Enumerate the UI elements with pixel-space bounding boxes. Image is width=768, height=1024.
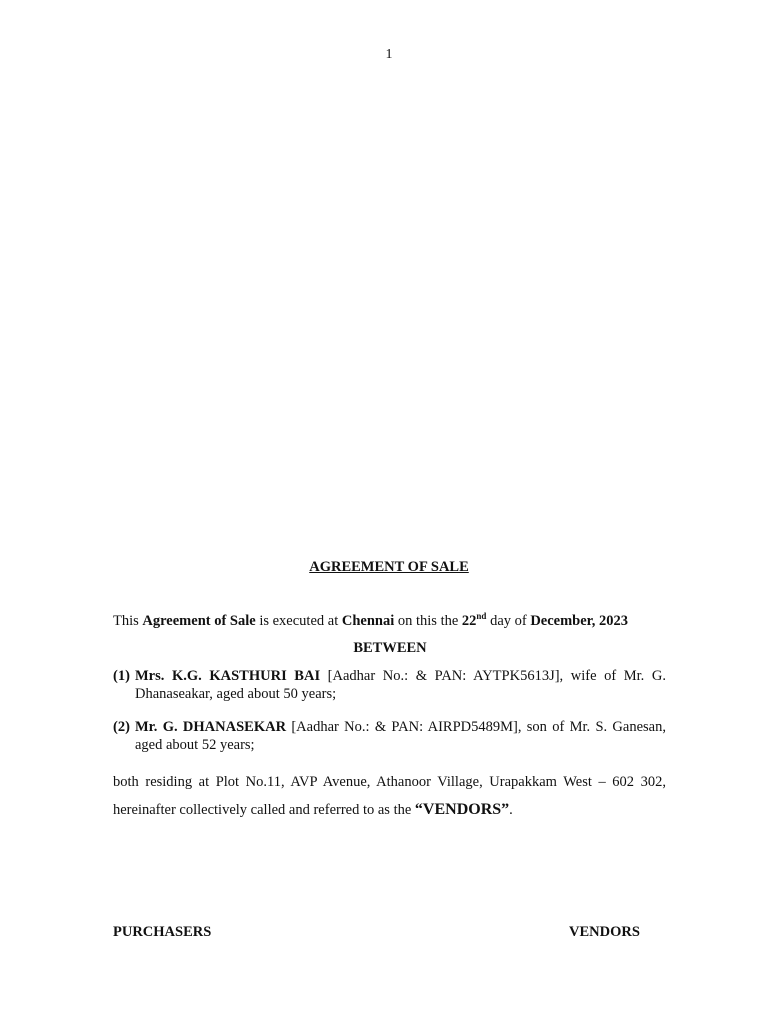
intro-text-4: day of	[486, 613, 531, 629]
party-description	[113, 667, 666, 703]
party-number: (1)	[113, 668, 130, 684]
vendors-defined-term: “VENDORS”	[414, 801, 510, 818]
between-heading: BETWEEN	[353, 640, 427, 656]
page-number: 1	[385, 47, 393, 62]
party-number: (2)	[113, 719, 130, 735]
vendors-signature-label: VENDORS	[569, 924, 640, 940]
document-title: AGREEMENT OF SALE	[309, 559, 469, 575]
intro-text-1: This	[113, 613, 143, 629]
residence-end: .	[509, 802, 513, 818]
intro-sentence	[113, 613, 673, 630]
day-number	[462, 613, 487, 629]
execution-place: Chennai	[341, 613, 395, 629]
agreement-term: Agreement of Sale	[142, 613, 256, 629]
party-name: Mr. G. DHANASEKAR	[135, 719, 287, 735]
residence-text: both residing at Plot No.11, AVP Avenue, Athanoor Village, Urapakkam West – 602 302, hereinafter collectively called and referred to as the	[113, 774, 666, 818]
party-details: [Aadhar No.: & PAN: AYTPK5613J], wife of Mr. G. Dhanaseakar, aged about 50 years;	[135, 668, 666, 702]
party-description	[113, 718, 666, 754]
party-item	[113, 667, 666, 703]
party-item	[113, 718, 666, 754]
purchasers-signature-label: PURCHASERS	[113, 924, 212, 940]
intro-text-2: is executed at	[255, 613, 342, 629]
day-digits: 22	[461, 613, 477, 629]
intro-text-3: on this the	[394, 613, 462, 629]
month-year: December, 2023	[530, 613, 629, 629]
residence-clause	[113, 768, 666, 824]
day-suffix: nd	[476, 611, 487, 622]
party-name: Mrs. K.G. KASTHURI BAI	[135, 668, 321, 684]
party-details: [Aadhar No.: & PAN: AIRPD5489M], son of Mr. S. Ganesan, aged about 52 years;	[135, 719, 666, 753]
